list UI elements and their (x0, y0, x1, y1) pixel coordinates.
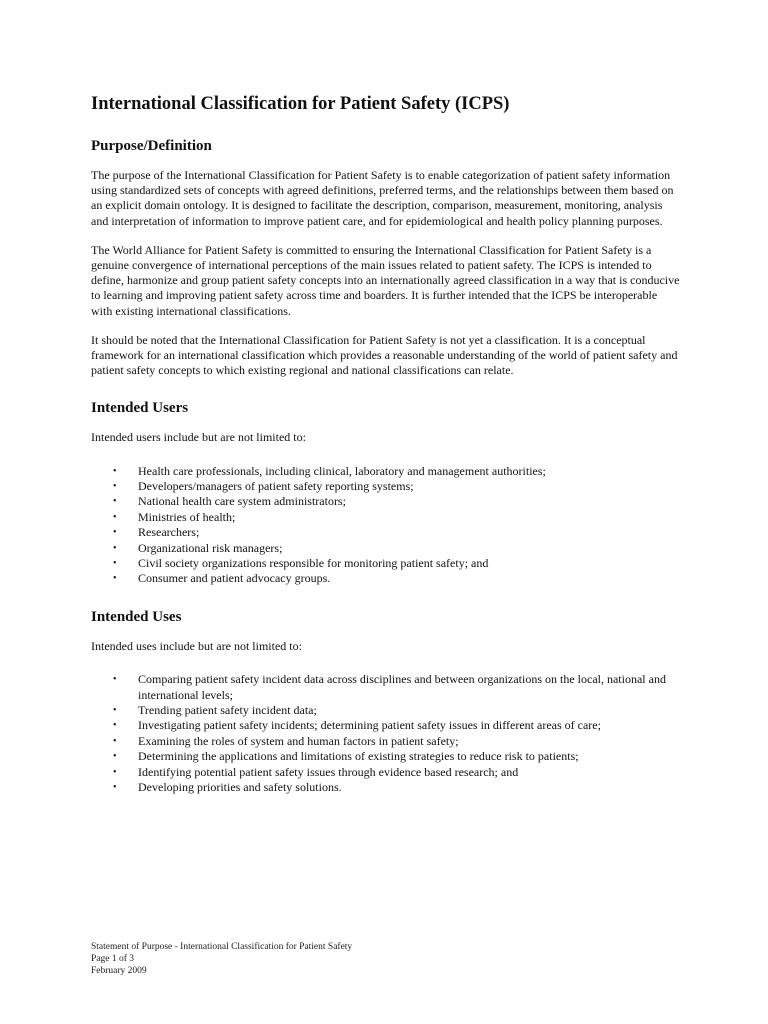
bullet-icon: • (113, 542, 117, 554)
users-heading: Intended Users (91, 400, 189, 417)
page-footer (91, 941, 352, 977)
bullet-icon: • (113, 704, 117, 716)
users-intro: Intended users include but are not limited to: (91, 430, 306, 445)
users-list (91, 464, 681, 587)
uses-list (91, 672, 681, 795)
purpose-paragraph-3: It should be noted that the International Classification for Patient Safety is not yet a classification. It is a conceptual framework for an international classification which provides a reasonable understanding of the world of patient safety and patient safety concepts to which existing regional and national classifications can relate. (91, 332, 678, 378)
bullet-icon: • (113, 751, 117, 763)
list-item: • Developing priorities and safety solutions. (113, 779, 342, 794)
list-item: • Examining the roles of system and human factors in patient safety; (113, 733, 459, 748)
purpose-heading: Purpose/Definition (91, 138, 212, 154)
list-item: • Researchers; (113, 525, 200, 540)
list-item: • Civil society organizations responsible for monitoring patient safety; and (113, 556, 489, 571)
list-item: • Ministries of health; (113, 509, 236, 524)
uses-intro: Intended uses include but are not limited to: (91, 638, 302, 653)
list-item: • Comparing patient safety incident data across disciplines and between organizations on the local, national and international levels; (113, 672, 666, 702)
uses-heading: Intended Uses (91, 608, 182, 625)
bullet-icon: • (113, 527, 117, 539)
list-item: • Trending patient safety incident data; (113, 702, 317, 717)
bullet-icon: • (113, 674, 117, 686)
bullet-icon: • (113, 781, 117, 793)
bullet-icon: • (113, 465, 117, 477)
footer-document-name: Statement of Purpose - International Classification for Patient Safety (91, 942, 353, 952)
footer-page-number: Page 1 of 3 (91, 954, 135, 964)
bullet-icon: • (113, 558, 117, 570)
bullet-icon: • (113, 481, 117, 493)
purpose-paragraph-1: The purpose of the International Classification for Patient Safety is to enable categorization of patient safety information using standardized sets of concepts with agreed definitions, preferred terms, and the relationships between them based on an explicit domain ontology. It is designed to facilitate the description, comparison, measurement, monitoring, analysis and interpretation of information to improve patient care, and for epidemiological and health policy planning purposes. (91, 168, 674, 228)
bullet-icon: • (113, 766, 117, 778)
bullet-icon: • (113, 496, 117, 508)
bullet-icon: • (113, 720, 117, 732)
list-item: • Investigating patient safety incidents; determining patient safety issues in different areas of care; (113, 718, 601, 733)
purpose-paragraph-2: The World Alliance for Patient Safety is committed to ensuring the International Classification for Patient Safety is a genuine convergence of international perceptions of the main issues related to patient safety. The ICPS is intended to define, harmonize and group patient safety concepts into an internationally agreed classification in a way that is conducive to learning and improving patient safety across time and boarders. It is further intended that the ICPS be interoperable with existing international classifications. (91, 242, 680, 318)
list-item: • Organizational risk managers; (113, 540, 283, 555)
list-item: • National health care system administrators; (113, 494, 346, 509)
document-page (91, 92, 681, 809)
list-item: • Health care professionals, including clinical, laboratory and management authorities; (113, 463, 546, 478)
list-item: • Consumer and patient advocacy groups. (113, 571, 331, 586)
list-item: • Identifying potential patient safety issues through evidence based research; and (113, 764, 519, 779)
bullet-icon: • (113, 511, 117, 523)
document-title: International Classification for Patient Safety (ICPS) (91, 94, 510, 114)
list-item: • Determining the applications and limitations of existing strategies to reduce risk to patients; (113, 749, 579, 764)
bullet-icon: • (113, 573, 117, 585)
list-item: • Developers/managers of patient safety reporting systems; (113, 479, 414, 494)
footer-date: February 2009 (91, 966, 147, 976)
bullet-icon: • (113, 735, 117, 747)
